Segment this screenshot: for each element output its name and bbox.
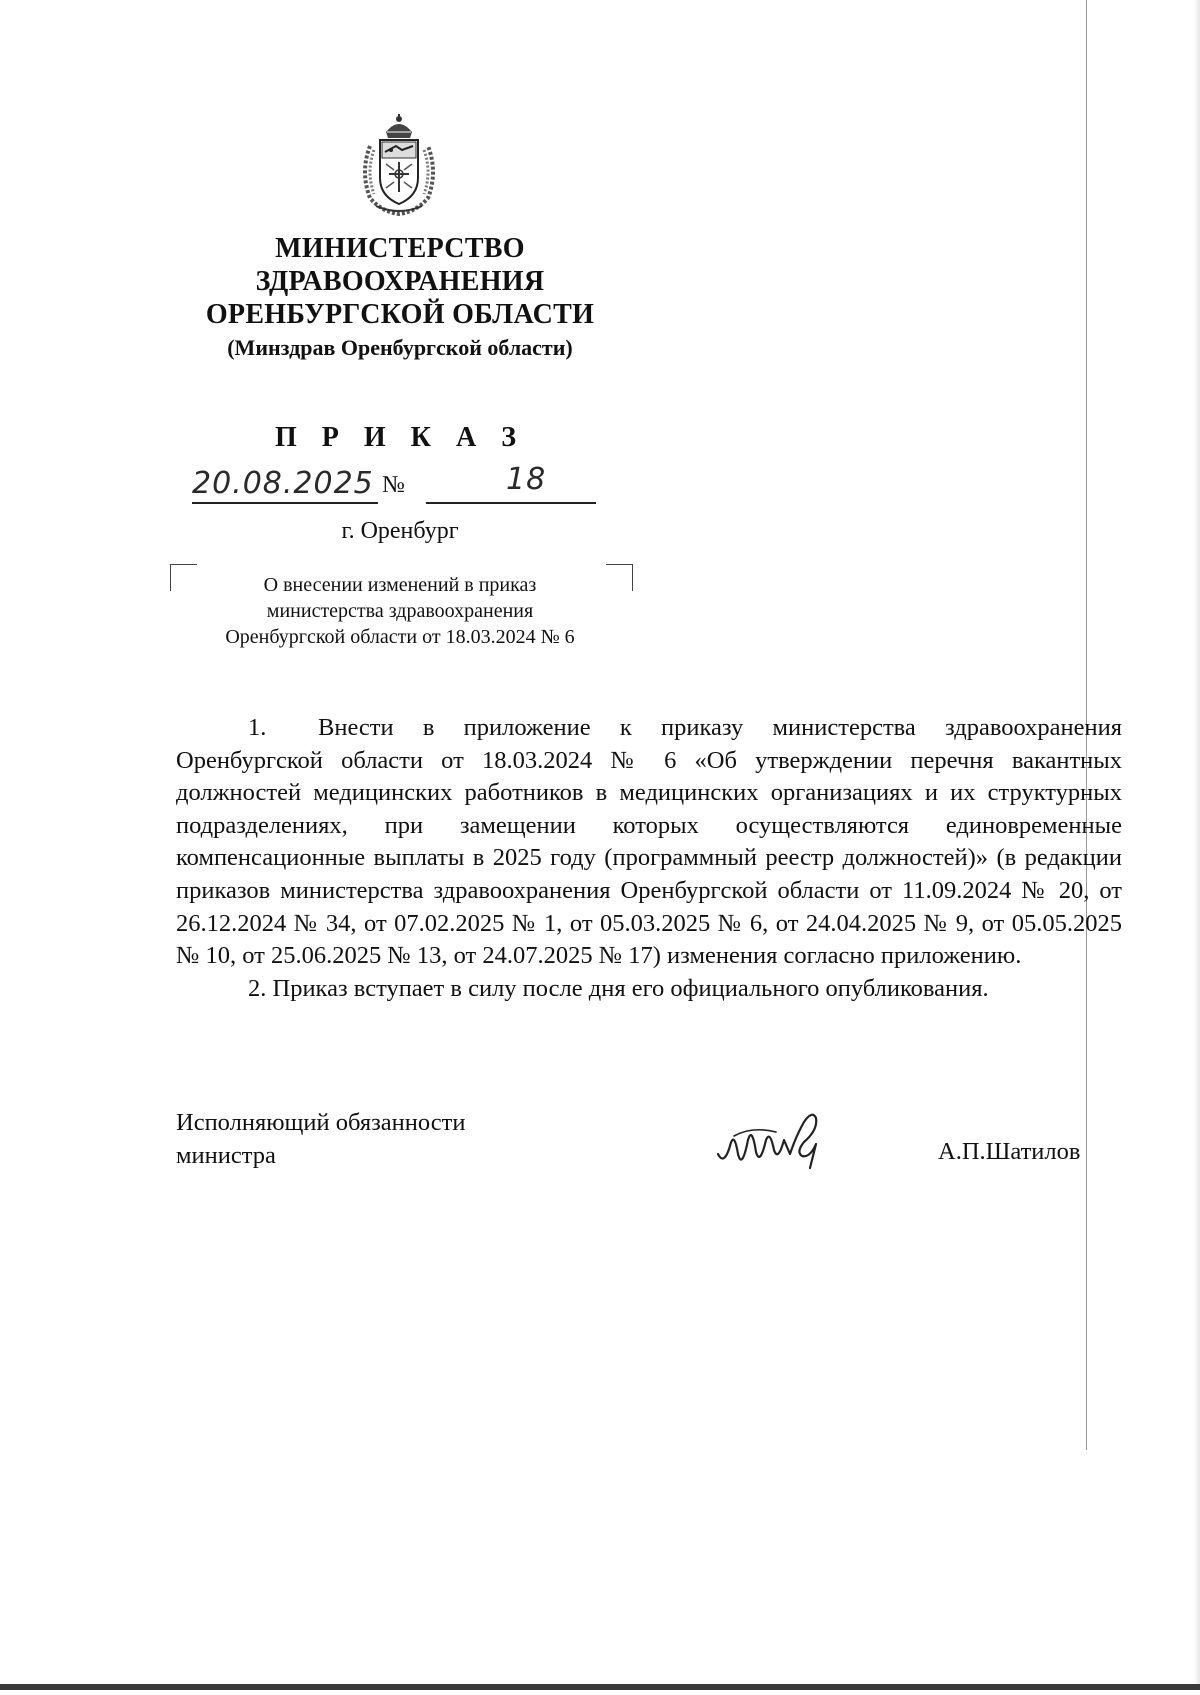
subject-line-2: министерства здравоохранения bbox=[266, 600, 534, 622]
date-underline bbox=[192, 502, 378, 504]
ministry-name-line-1: МИНИСТЕРСТВО bbox=[275, 233, 525, 264]
coat-of-arms-icon bbox=[356, 112, 442, 218]
order-item-1 bbox=[176, 712, 1122, 973]
signatory-position-line-1: Исполняющий обязанности bbox=[176, 1109, 466, 1136]
ministry-header bbox=[150, 232, 650, 363]
order-body bbox=[176, 712, 1122, 1005]
document-type-title: П Р И К А З bbox=[275, 422, 525, 453]
number-underline bbox=[426, 502, 596, 504]
ministry-name-line-3: ОРЕНБУРГСКОЙ ОБЛАСТИ bbox=[205, 299, 595, 330]
order-subject bbox=[150, 572, 650, 650]
number-sign: № bbox=[382, 472, 405, 498]
order-city: г. Оренбург bbox=[341, 518, 459, 544]
scan-artifact-bottom-margin bbox=[0, 1690, 1200, 1695]
order-date-number-row bbox=[186, 462, 606, 508]
ministry-name-line-2: ЗДРАВООХРАНЕНИЯ bbox=[255, 266, 545, 297]
order-item-2: 2. Приказ вступает в силу после дня его официального опубликования. bbox=[248, 974, 989, 1002]
signatory-position-line-2: министра bbox=[176, 1142, 276, 1169]
order-item-1-number: 1. bbox=[248, 714, 267, 741]
order-date: 20.08.2025 bbox=[192, 466, 374, 501]
order-item-1-text: Внести в приложение к приказу министерства здравоохранения Оренбургской области от 18.03.2024 № 6 «Об утверждении перечня вакантных должностей медицинских работников в медицинских организациях и их структурных подразделениях, при замещении которых осуществляются единовременные компенсационные выплаты в 2025 году (программный реестр должностей)» (в редакции приказов министерства здравоохранения Оренбургской области от 11.09.2024 № 20, от 26.12.2024 № 34, от 07.02.2025 № 1, от 05.03.2025 № 6, от 24.04.2025 № 9, от 05.05.2025 № 10, от 25.06.2025 № 13, от 24.07.2025 № 17) изменения согласно приложению. bbox=[176, 714, 1122, 970]
order-number: 18 bbox=[506, 462, 547, 497]
signatory-position bbox=[176, 1106, 465, 1172]
handwritten-signature bbox=[712, 1096, 842, 1172]
signatory-name: А.П.Шатилов bbox=[938, 1138, 1081, 1165]
subject-line-3: Оренбургской области от 18.03.2024 № 6 bbox=[225, 626, 575, 648]
scan-artifact-right-edge bbox=[1194, 0, 1200, 1695]
ministry-short-name: (Минздрав Оренбургской области) bbox=[227, 335, 573, 360]
subject-line-1: О внесении изменений в приказ bbox=[263, 574, 537, 596]
